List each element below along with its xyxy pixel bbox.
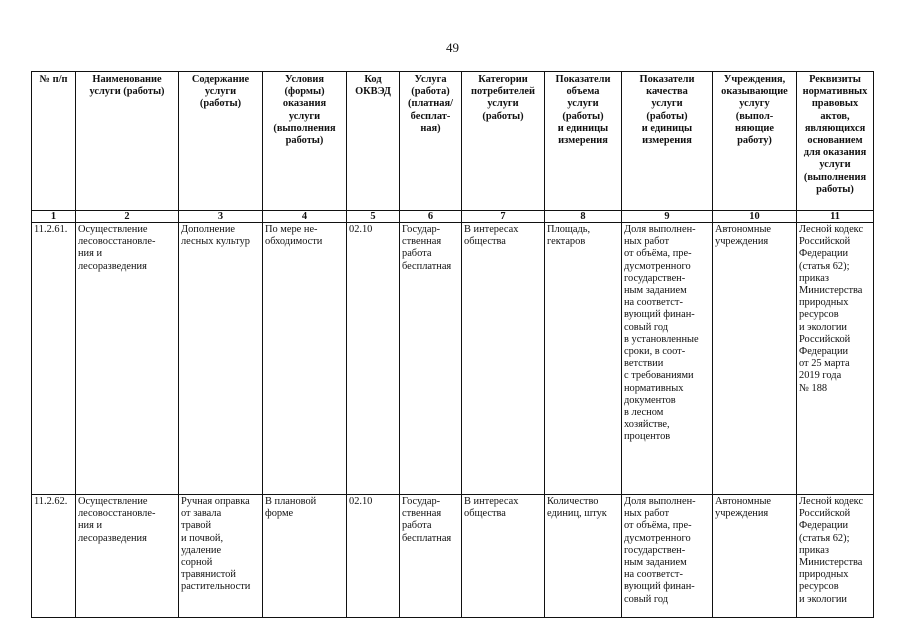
header-consumers: Категории потребителей услуги (работы) — [462, 72, 545, 211]
cell-conditions: В плановой форме — [263, 495, 347, 618]
table-row — [32, 223, 874, 495]
cell-volume: Площадь, гектаров — [545, 223, 622, 495]
table-row — [32, 495, 874, 618]
column-number-row — [32, 211, 874, 223]
cell-service-name: Осуществление лесовосстановле- ния и лесоразведения — [76, 223, 179, 495]
header-num: № п/п — [32, 72, 76, 211]
cell-content: Ручная оправка от завала травой и почвой, удаление сорной травянистой растительности — [179, 495, 263, 618]
column-number: 5 — [347, 211, 400, 223]
header-service-name: Наименование услуги (работы) — [76, 72, 179, 211]
cell-institutions: Автономные учреждения — [713, 495, 797, 618]
column-number: 8 — [545, 211, 622, 223]
header-content: Содержание услуги (работы) — [179, 72, 263, 211]
cell-quality: Доля выполнен- ных работ от объёма, пре- дусмотренного государствен- ным заданием на соответст- вующий финан- совый год — [622, 495, 713, 618]
cell-consumers: В интересах общества — [462, 495, 545, 618]
services-table — [31, 71, 874, 618]
column-number: 9 — [622, 211, 713, 223]
cell-acts: Лесной кодекс Российской Федерации (статья 62); приказ Министерства природных ресурсов и экологии Российской Федерации от 25 марта 2019 года № 188 — [797, 223, 874, 495]
page-number: 49 — [446, 40, 459, 55]
cell-acts: Лесной кодекс Российской Федерации (статья 62); приказ Министерства природных ресурсов и экологии — [797, 495, 874, 618]
header-volume: Показатели объема услуги (работы) и единицы измерения — [545, 72, 622, 211]
cell-service-name: Осуществление лесовосстановле- ния и лесоразведения — [76, 495, 179, 618]
header-paid: Услуга (работа) (платная/ бесплат- ная) — [400, 72, 462, 211]
cell-paid: Государ- ственная работа бесплатная — [400, 495, 462, 618]
column-number: 10 — [713, 211, 797, 223]
column-number: 7 — [462, 211, 545, 223]
column-number: 1 — [32, 211, 76, 223]
cell-num: 11.2.62. — [32, 495, 76, 618]
cell-okved: 02.10 — [347, 495, 400, 618]
cell-content: Дополнение лесных культур — [179, 223, 263, 495]
header-row — [32, 72, 874, 211]
header-okved: Код ОКВЭД — [347, 72, 400, 211]
cell-quality: Доля выполнен- ных работ от объёма, пре- дусмотренного государствен- ным заданием на соответст- вующий финан- совый год в установленные сроки, в соот- ветствии с требованиями нормативных документов в лесном хозяйстве, процентов — [622, 223, 713, 495]
column-number: 6 — [400, 211, 462, 223]
header-conditions: Условия (формы) оказания услуги (выполнения работы) — [263, 72, 347, 211]
header-quality: Показатели качества услуги (работы) и единицы измерения — [622, 72, 713, 211]
cell-conditions: По мере не- обходимости — [263, 223, 347, 495]
header-institutions: Учреждения, оказывающие услугу (выпол- няющие работу) — [713, 72, 797, 211]
column-number: 3 — [179, 211, 263, 223]
cell-volume: Количество единиц, штук — [545, 495, 622, 618]
header-acts: Реквизиты нормативных правовых актов, являющихся основанием для оказания услуги (выполнения работы) — [797, 72, 874, 211]
column-number: 4 — [263, 211, 347, 223]
cell-paid: Государ- ственная работа бесплатная — [400, 223, 462, 495]
cell-num: 11.2.61. — [32, 223, 76, 495]
column-number: 2 — [76, 211, 179, 223]
cell-okved: 02.10 — [347, 223, 400, 495]
cell-consumers: В интересах общества — [462, 223, 545, 495]
cell-institutions: Автономные учреждения — [713, 223, 797, 495]
column-number: 11 — [797, 211, 874, 223]
